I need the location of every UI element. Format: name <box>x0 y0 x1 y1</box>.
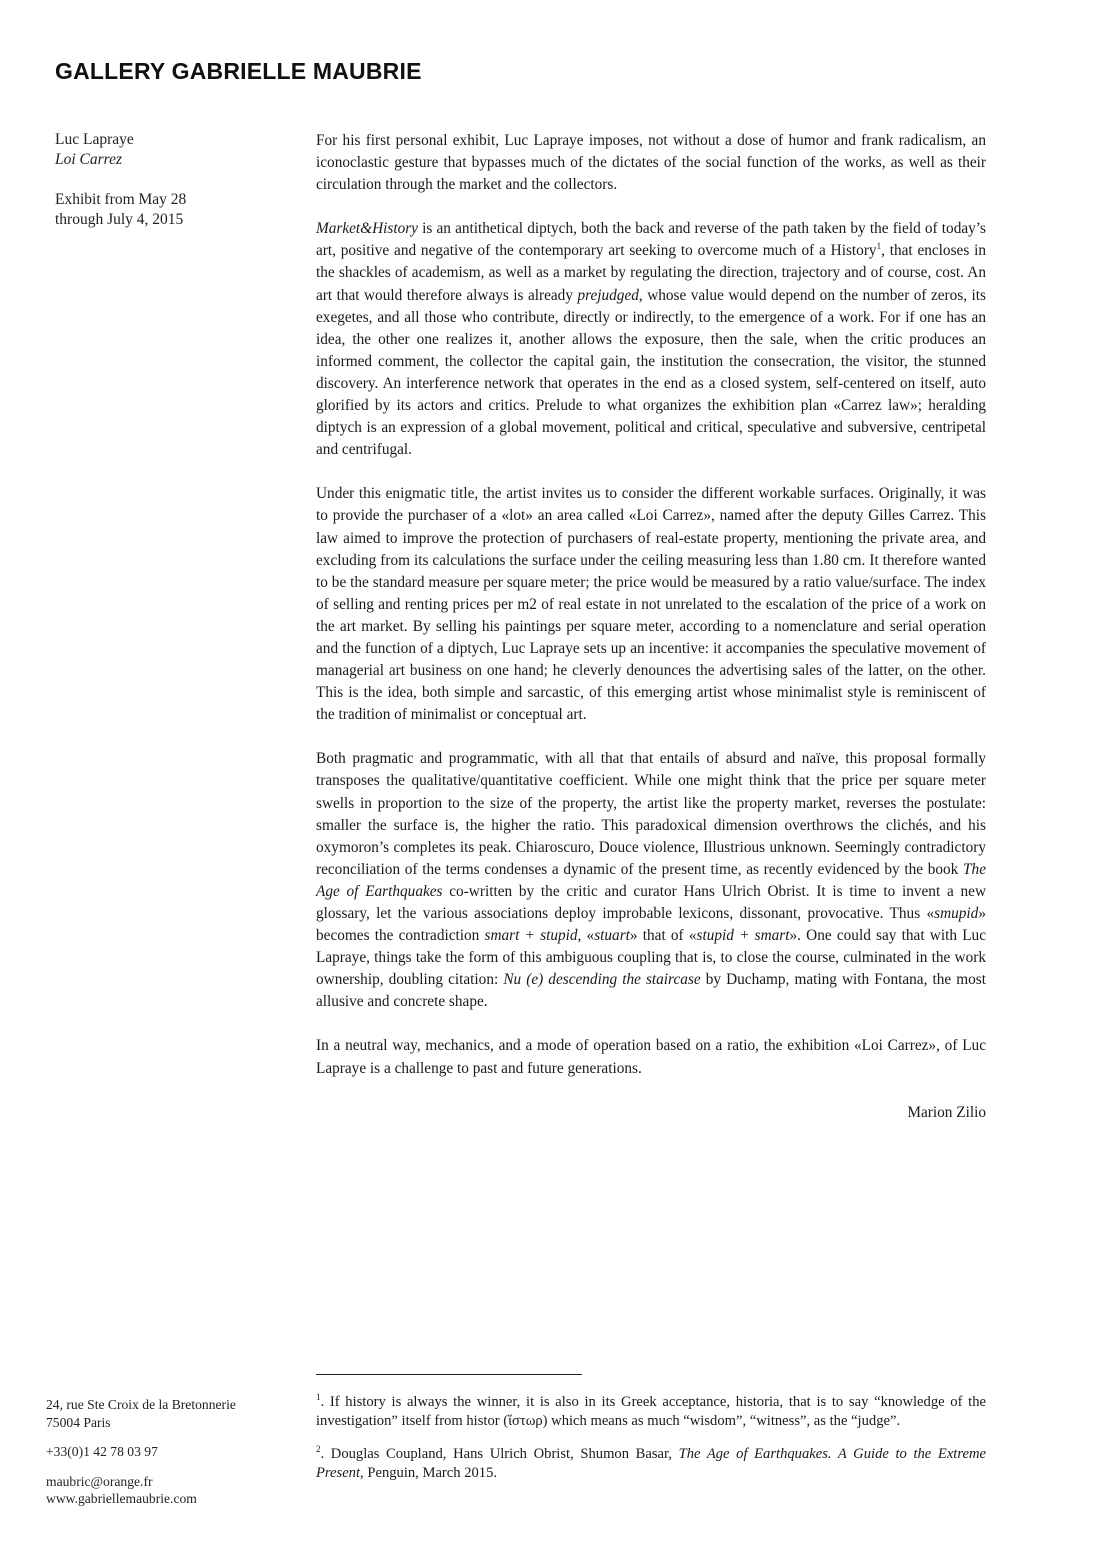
paragraph-4-text-f: ». One could say that with Luc Lapraye, things take the form of this ambiguous coupling that is, to close the course, culminated in the work ownership, doubling citation: <box>316 927 986 989</box>
exhibit-title: Loi Carrez <box>55 151 123 168</box>
gallery-phone-block <box>46 1443 296 1461</box>
gallery-address <box>46 1396 296 1431</box>
gallery-email[interactable]: maubric@orange.fr <box>46 1473 153 1489</box>
footnote-1-number: 1 <box>316 1392 321 1403</box>
paragraph-4-text-g: by Duchamp, mating with Fontana, the most allusive and concrete shape. <box>316 971 986 1011</box>
italic-nu-descending: Nu (e) descending the staircase <box>503 971 701 989</box>
footnotes <box>316 1393 986 1497</box>
exhibit-sidebar <box>55 130 285 250</box>
paragraph-2 <box>316 218 986 461</box>
address-line-2: 75004 Paris <box>46 1414 111 1430</box>
artist-name: Luc Lapraye <box>55 131 134 148</box>
paragraph-3: Under this enigmatic title, the artist invites us to consider the different workable surfaces. Originally, it was to provide the purchaser of a «lot» an area called «Loi Carrez», named after the deputy Gilles Carrez. This law aimed to improve the protection of purchasers of real-estate property, mentioning the private area, and excluding from its calculations the surface under the ceiling measuring less than 1.80 cm. It therefore wanted to be the standard measure per square meter; the price would be measured by a ratio value/surface. The index of selling and renting prices per m2 of real estate in not unrelated to the escalation of the price of a work on the art market. By selling his paintings per square meter, according to a nomenclature and serial operation and the function of a diptych, Luc Lapraye sets up an incentive: it accompanies the speculative movement of managerial art business on one hand; he cleverly denounces the advertising sales of the latter, on the other. This is the idea, both simple and sarcastic, of this emerging artist whose minimalist style is reminiscent of the tradition of minimalist or conceptual art. <box>316 485 986 724</box>
italic-smart-stupid: smart + stupid <box>484 927 578 945</box>
paragraph-4-text-a: Both pragmatic and programmatic, with all that that entails of absurd and naïve, this proposal formally transposes the qualitative/quantitative coefficient. While one might think that the price per square meter swells in proportion to the size of the property, the artist like the property market, reverses the postulate: smaller the surface is, the higher the ratio. This paradoxical dimension overthrows the clichés, and his oxymoron’s completes its peak. Chiaroscuro, Douce violence, Illustrious unknown. Seemingly contradictory reconciliation of the terms condenses a dynamic of the present time, as recently evidenced by the book <box>316 750 986 878</box>
exhibit-dates <box>55 190 285 230</box>
paragraph-4-text-d: , « <box>577 927 595 945</box>
paragraph-5: In a neutral way, mechanics, and a mode of operation based on a ratio, the exhibition «Loi Carrez», of Luc Lapraye is a challenge to past and future generations. <box>316 1037 986 1077</box>
footnote-2-text-b: , Penguin, March 2015. <box>360 1465 498 1481</box>
italic-age-of-earthquakes: The Age of Earthquakes <box>316 860 986 900</box>
paragraph-2-text-c: , whose value would depend on the number of zeros, its exegetes, and all those who contribute, directly or indirectly, to the emergence of a work. For if one has an idea, the other one realizes it, another allows the exposure, then the sale, when the critic produces an informed comment, the collector the capital gain, the institution the consecration, the visitor, the stunned discovery. An interference network that operates in the end as a closed system, self-centered on itself, auto glorified by its actors and critics. Prelude to what organizes the exhibition plan «Carrez law»; heralding diptych is an expression of a global movement, political and critical, speculative and subversive, centripetal and centrifugal. <box>316 286 986 459</box>
press-text <box>316 130 986 1146</box>
footnote-1 <box>316 1393 986 1431</box>
italic-smupid: smupid <box>934 905 979 922</box>
italic-prejudged: prejudged <box>577 286 639 304</box>
exhibit-dates-line2: through July 4, 2015 <box>55 211 184 228</box>
exhibit-dates-line1: Exhibit from May 28 <box>55 191 187 208</box>
italic-market-history: Market&History <box>316 220 418 238</box>
footnote-1-text: . If history is always the winner, it is also in its Greek acceptance, historia, that is to say “knowledge of the investigation” itself from histor (ἵστωρ) which means as much “wisdom”, “witness”, as the “judge”. <box>316 1394 986 1429</box>
footnote-2 <box>316 1445 986 1483</box>
paragraph-4 <box>316 748 986 1013</box>
artist-block <box>55 130 285 170</box>
footnote-2-italic-title: The Age of Earthquakes. A Guide to the Extreme Present <box>316 1446 986 1481</box>
gallery-online <box>46 1473 296 1508</box>
paragraph-2-text-a: is an antithetical diptych, both the back and reverse of the path taken by the field of today’s art, positive and negative of the contemporary art seeking to overcome much of a History <box>316 220 986 260</box>
gallery-title: GALLERY GABRIELLE MAUBRIE <box>55 58 422 84</box>
paragraph-4-text-e: » that of « <box>629 927 697 945</box>
address-line-1: 24, rue Ste Croix de la Bretonnerie <box>46 1397 236 1412</box>
italic-stuart: stuart <box>594 927 630 945</box>
footnote-2-number: 2 <box>316 1444 321 1455</box>
paragraph-4-text-c: » becomes the contradiction <box>316 905 986 945</box>
footnote-divider <box>316 1374 582 1375</box>
gallery-phone: +33(0)1 42 78 03 97 <box>46 1444 158 1459</box>
footnote-ref-1[interactable]: 1 <box>876 241 882 252</box>
italic-stupid-smart: stupid + smart <box>696 927 790 945</box>
author-signature: Marion Zilio <box>907 1103 986 1121</box>
paragraph-1: For his first personal exhibit, Luc Lapraye imposes, not without a dose of humor and frank radicalism, an iconoclastic gesture that bypasses much of the dictates of the social function of the works, as well as their circulation through the market and the collectors. <box>316 132 986 194</box>
footnote-2-text-a: . Douglas Coupland, Hans Ulrich Obrist, Shumon Basar, <box>320 1446 679 1462</box>
paragraph-2-text-b: , that encloses in the shackles of academism, as well as a market by regulating the direction, trajectory and of course, cost. An art that would therefore always is already <box>316 242 986 304</box>
gallery-contact <box>46 1396 296 1520</box>
paragraph-4-text-b: co-written by the critic and curator Hans Ulrich Obrist. It is time to invent a new glossary, let the various associations deploy improbable lexicons, dissonant, provocative. Thus « <box>316 882 986 922</box>
gallery-website[interactable]: www.gabriellemaubrie.com <box>46 1491 197 1506</box>
